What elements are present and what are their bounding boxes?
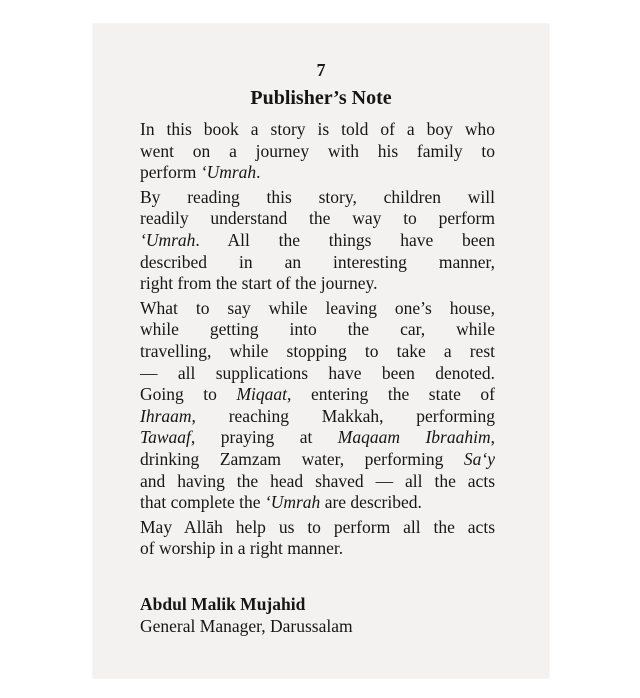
- paragraph: [140, 119, 495, 184]
- text: What to say while leaving one’s house,: [140, 297, 495, 318]
- text-line: [140, 341, 495, 363]
- text: went on a journey with his family to: [140, 140, 495, 161]
- text-line: [140, 273, 495, 295]
- text: . All the things have been: [195, 229, 495, 250]
- italic-text: ‘Umrah: [200, 162, 257, 183]
- text: ,: [490, 427, 495, 448]
- book-page: [93, 24, 549, 678]
- text: right from the start of the journey.: [140, 273, 378, 294]
- italic-text: Maqaam Ibraahim: [337, 427, 491, 448]
- text: drinking Zamzam water, performing: [140, 448, 464, 469]
- text-line: [140, 471, 495, 493]
- text: , entering the state of: [287, 384, 495, 405]
- page-title: Publisher’s Note: [250, 87, 392, 109]
- text: are described.: [320, 492, 422, 513]
- text: perform: [140, 162, 201, 183]
- text-line: [140, 162, 495, 184]
- text: .: [256, 162, 261, 183]
- text: readily understand the way to perform: [140, 208, 495, 229]
- text: In this book a story is told of a boy who: [140, 119, 495, 139]
- italic-text: Miqaat: [236, 384, 288, 405]
- text: , praying at: [190, 427, 338, 448]
- page-number: 7: [316, 60, 326, 80]
- italic-text: ‘Umrah: [264, 492, 321, 513]
- italic-text: Ihraam: [140, 405, 192, 426]
- text: May Allāh help us to perform all the acts: [140, 516, 495, 537]
- text-line: [140, 427, 495, 449]
- text-line: [140, 492, 495, 514]
- text: described in an interesting manner,: [140, 251, 495, 272]
- text-line: [140, 406, 495, 428]
- text-line: [140, 187, 495, 209]
- text-line: [140, 449, 495, 471]
- italic-text: ‘Umrah: [140, 229, 196, 250]
- text-line: [140, 208, 495, 230]
- text: while getting into the car, while: [140, 319, 495, 340]
- text: that complete the: [140, 492, 265, 513]
- text-line: [140, 538, 495, 560]
- signature-role: General Manager, Darussalam: [140, 616, 353, 636]
- signature-name: Abdul Malik Mujahid: [140, 594, 306, 614]
- italic-text: Tawaaf: [140, 427, 191, 448]
- note-body: [140, 119, 495, 563]
- text-line: [140, 141, 495, 163]
- text-line: [140, 384, 495, 406]
- text-line: [140, 298, 495, 320]
- paragraph: [140, 187, 495, 295]
- text: , reaching Makkah, performing: [191, 405, 495, 426]
- signature-block: [140, 593, 353, 637]
- text-line: [140, 517, 495, 539]
- text: Going to: [140, 384, 237, 405]
- text: travelling, while stopping to take a rest: [140, 340, 495, 361]
- italic-text: Sa‘y: [463, 448, 495, 469]
- text: and having the head shaved — all the acts: [140, 470, 495, 491]
- text-line: [140, 119, 495, 141]
- text: — all supplications have been denoted.: [140, 362, 495, 383]
- paragraph: [140, 517, 495, 560]
- text-line: [140, 319, 495, 341]
- text-line: [140, 363, 495, 385]
- text-line: [140, 252, 495, 274]
- text: of worship in a right manner.: [140, 538, 344, 559]
- paragraph: [140, 298, 495, 514]
- text-line: [140, 230, 495, 252]
- text: By reading this story, children will: [140, 186, 495, 207]
